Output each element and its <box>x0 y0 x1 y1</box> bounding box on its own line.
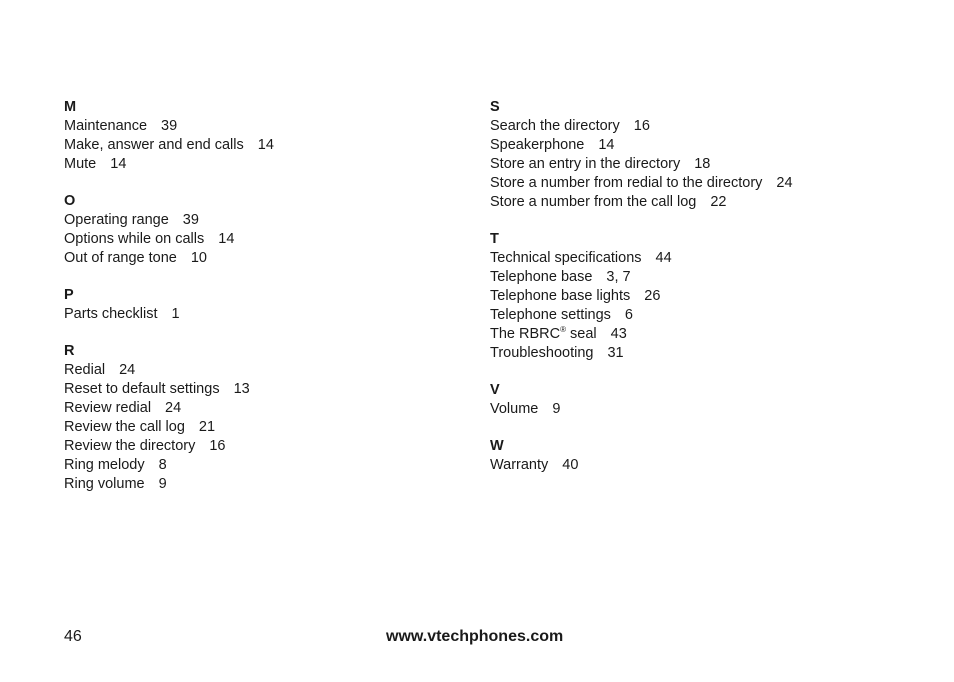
index-entry <box>64 117 464 136</box>
index-term: Telephone base lights <box>490 288 631 304</box>
page-reference: 21 <box>198 419 216 435</box>
page-reference: 31 <box>607 345 624 361</box>
index-term: Redial <box>64 362 106 378</box>
index-entry <box>64 418 464 437</box>
page-reference: 18 <box>694 156 711 172</box>
section-letter: M <box>64 99 77 115</box>
section-letter: W <box>490 438 504 454</box>
page-number: 46 <box>64 628 82 645</box>
section-letter: R <box>64 343 75 359</box>
index-term: Options while on calls <box>64 231 205 247</box>
page-reference: 14 <box>218 231 235 247</box>
index-term: Speakerphone <box>490 137 585 153</box>
index-entry <box>490 456 910 475</box>
index-term: Mute <box>64 156 97 172</box>
index-entry <box>490 174 910 193</box>
index-entry <box>64 361 464 380</box>
page-reference: 6 <box>624 307 633 323</box>
page-reference: 9 <box>158 476 167 492</box>
section-letter: P <box>64 287 74 303</box>
index-column-left <box>64 98 464 512</box>
page-reference: 24 <box>776 175 793 191</box>
index-term: Maintenance <box>64 118 148 134</box>
index-entry <box>64 249 464 268</box>
page-reference: 14 <box>257 137 274 153</box>
index-term: Ring volume <box>64 476 145 492</box>
index-column-right <box>490 98 910 493</box>
section-letter: T <box>490 231 499 247</box>
index-section-m <box>64 98 464 174</box>
index-entry <box>64 136 464 155</box>
section-letter: O <box>64 193 76 209</box>
index-section-w <box>490 437 910 475</box>
index-term: Reset to default settings <box>64 381 220 397</box>
index-term-suffix: seal <box>566 326 597 342</box>
page-reference: 1 <box>171 306 180 322</box>
index-entry <box>64 230 464 249</box>
index-entry <box>64 456 464 475</box>
index-term: Store an entry in the directory <box>490 156 681 172</box>
index-term: Review the directory <box>64 438 196 454</box>
index-entry <box>490 306 910 325</box>
page-reference: 24 <box>119 362 136 378</box>
page-reference: 3, 7 <box>606 269 631 285</box>
index-entry <box>490 117 910 136</box>
section-letter: V <box>490 382 500 398</box>
index-term: Technical specifications <box>490 250 642 266</box>
index-term: The RBRC <box>490 326 561 342</box>
page-reference: 16 <box>209 438 226 454</box>
page-reference: 9 <box>552 401 561 417</box>
index-term: Out of range tone <box>64 250 177 266</box>
page-reference: 39 <box>182 212 199 228</box>
index-entry <box>490 287 910 306</box>
index-entry <box>64 211 464 230</box>
page-reference: 26 <box>644 288 661 304</box>
index-term: Make, answer and end calls <box>64 137 244 153</box>
index-entry <box>490 136 910 155</box>
index-term: Troubleshooting <box>490 345 594 361</box>
page-reference: 40 <box>562 457 579 473</box>
page-reference: 16 <box>633 118 650 134</box>
index-section-v <box>490 381 910 419</box>
index-term: Telephone settings <box>490 307 611 323</box>
index-entry <box>490 155 910 174</box>
index-entry <box>64 437 464 456</box>
index-term: Parts checklist <box>64 306 158 322</box>
index-entry <box>490 268 910 287</box>
index-term: Ring melody <box>64 457 145 473</box>
index-term: Volume <box>490 401 539 417</box>
index-entry <box>64 155 464 174</box>
index-section-o <box>64 192 464 268</box>
page-reference: 44 <box>655 250 672 266</box>
index-term: Store a number from the call log <box>490 194 697 210</box>
index-entry <box>490 193 910 212</box>
index-section-t <box>490 230 910 363</box>
page-reference: 14 <box>598 137 615 153</box>
index-section-p <box>64 286 464 324</box>
index-term: Review redial <box>64 400 152 416</box>
page-reference: 13 <box>233 381 250 397</box>
registered-mark: ® <box>560 325 567 335</box>
index-term: Review the call log <box>64 419 185 435</box>
section-letter: S <box>490 99 500 115</box>
index-entry <box>490 325 910 344</box>
index-section-r <box>64 342 464 494</box>
page-reference: 22 <box>710 194 727 210</box>
index-entry <box>64 399 464 418</box>
page-reference: 14 <box>110 156 127 172</box>
index-entry <box>64 305 464 324</box>
footer-url: www.vtechphones.com <box>386 628 564 645</box>
page-reference: 10 <box>190 250 207 266</box>
index-entry <box>490 400 910 419</box>
index-entry <box>490 249 910 268</box>
page-reference: 39 <box>161 118 178 134</box>
index-term: Warranty <box>490 457 549 473</box>
index-term: Store a number from redial to the directory <box>490 175 763 191</box>
index-term: Operating range <box>64 212 169 228</box>
page-reference: 43 <box>610 326 627 342</box>
index-entry <box>64 380 464 399</box>
index-entry <box>490 344 910 363</box>
index-term: Search the directory <box>490 118 620 134</box>
index-section-s <box>490 98 910 212</box>
page-reference: 8 <box>158 457 167 473</box>
page-reference: 24 <box>165 400 182 416</box>
index-entry <box>64 475 464 494</box>
index-term: Telephone base <box>490 269 593 285</box>
